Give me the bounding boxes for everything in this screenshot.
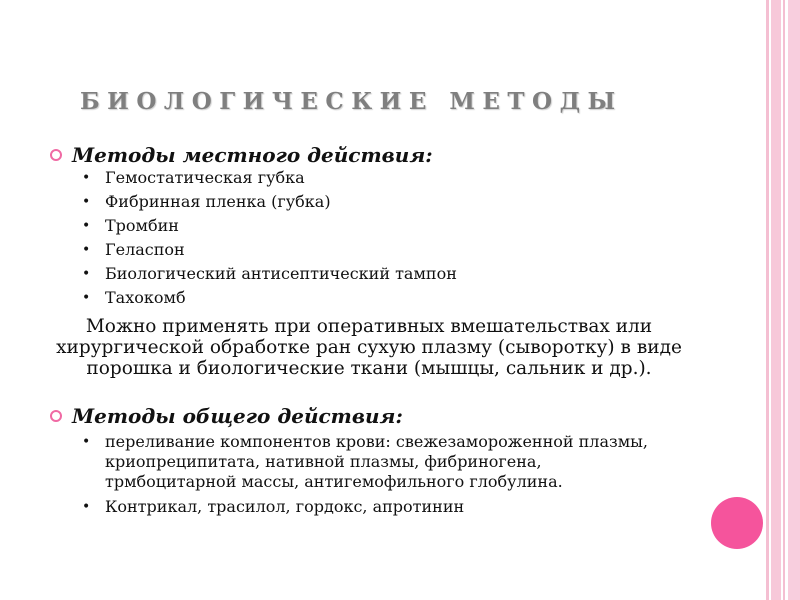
bullet-icon: • (82, 434, 91, 450)
list-item: • Тахокомб (80, 286, 457, 310)
bullet-icon: • (82, 194, 91, 210)
decorative-stripe (766, 0, 769, 600)
bullet-icon: • (82, 499, 91, 515)
list-item: • Гемостатическая губка (80, 166, 457, 190)
list-item: • переливание компонентов крови: свежезамороженной плазмы, криопреципитата, нативной плазмы, фибриногена, трмбоцитарной массы, антигемофильного глобулина. (82, 432, 648, 491)
ring-bullet-icon (50, 410, 62, 422)
general-methods-heading-text: Методы общего действия: (72, 404, 403, 428)
note-paragraph: Можно применять при оперативных вмешательствах или хирургической обработке ран сухую плазму (сыворотку) в виде порошка и биологические ткани (мышцы, сальник и др.). (56, 316, 682, 379)
decorative-stripe (788, 0, 800, 600)
bullet-icon: • (82, 242, 91, 258)
list-item: • Фибринная пленка (губка) (80, 190, 457, 214)
decorative-stripe (771, 0, 781, 600)
general-methods-heading (50, 404, 403, 428)
bullet-icon: • (82, 266, 91, 282)
ring-bullet-icon (50, 149, 62, 161)
bullet-icon: • (82, 218, 91, 234)
list-item: • Геласпон (80, 238, 457, 262)
list-item: • Тромбин (80, 214, 457, 238)
local-methods-heading-text: Методы местного действия: (72, 143, 433, 167)
bullet-icon: • (82, 290, 91, 306)
list-item: • Биологический антисептический тампон (80, 262, 457, 286)
local-methods-heading (50, 143, 433, 167)
slide-title: БИОЛОГИЧЕСКИЕ МЕТОДЫ (80, 88, 623, 115)
list-item: • Контрикал, трасилол, гордокс, апротинин (82, 497, 465, 516)
bullet-icon: • (82, 170, 91, 186)
general-methods-list (80, 432, 650, 517)
decorative-circle (711, 497, 763, 549)
local-methods-list (80, 166, 457, 310)
decorative-stripe (783, 0, 785, 600)
